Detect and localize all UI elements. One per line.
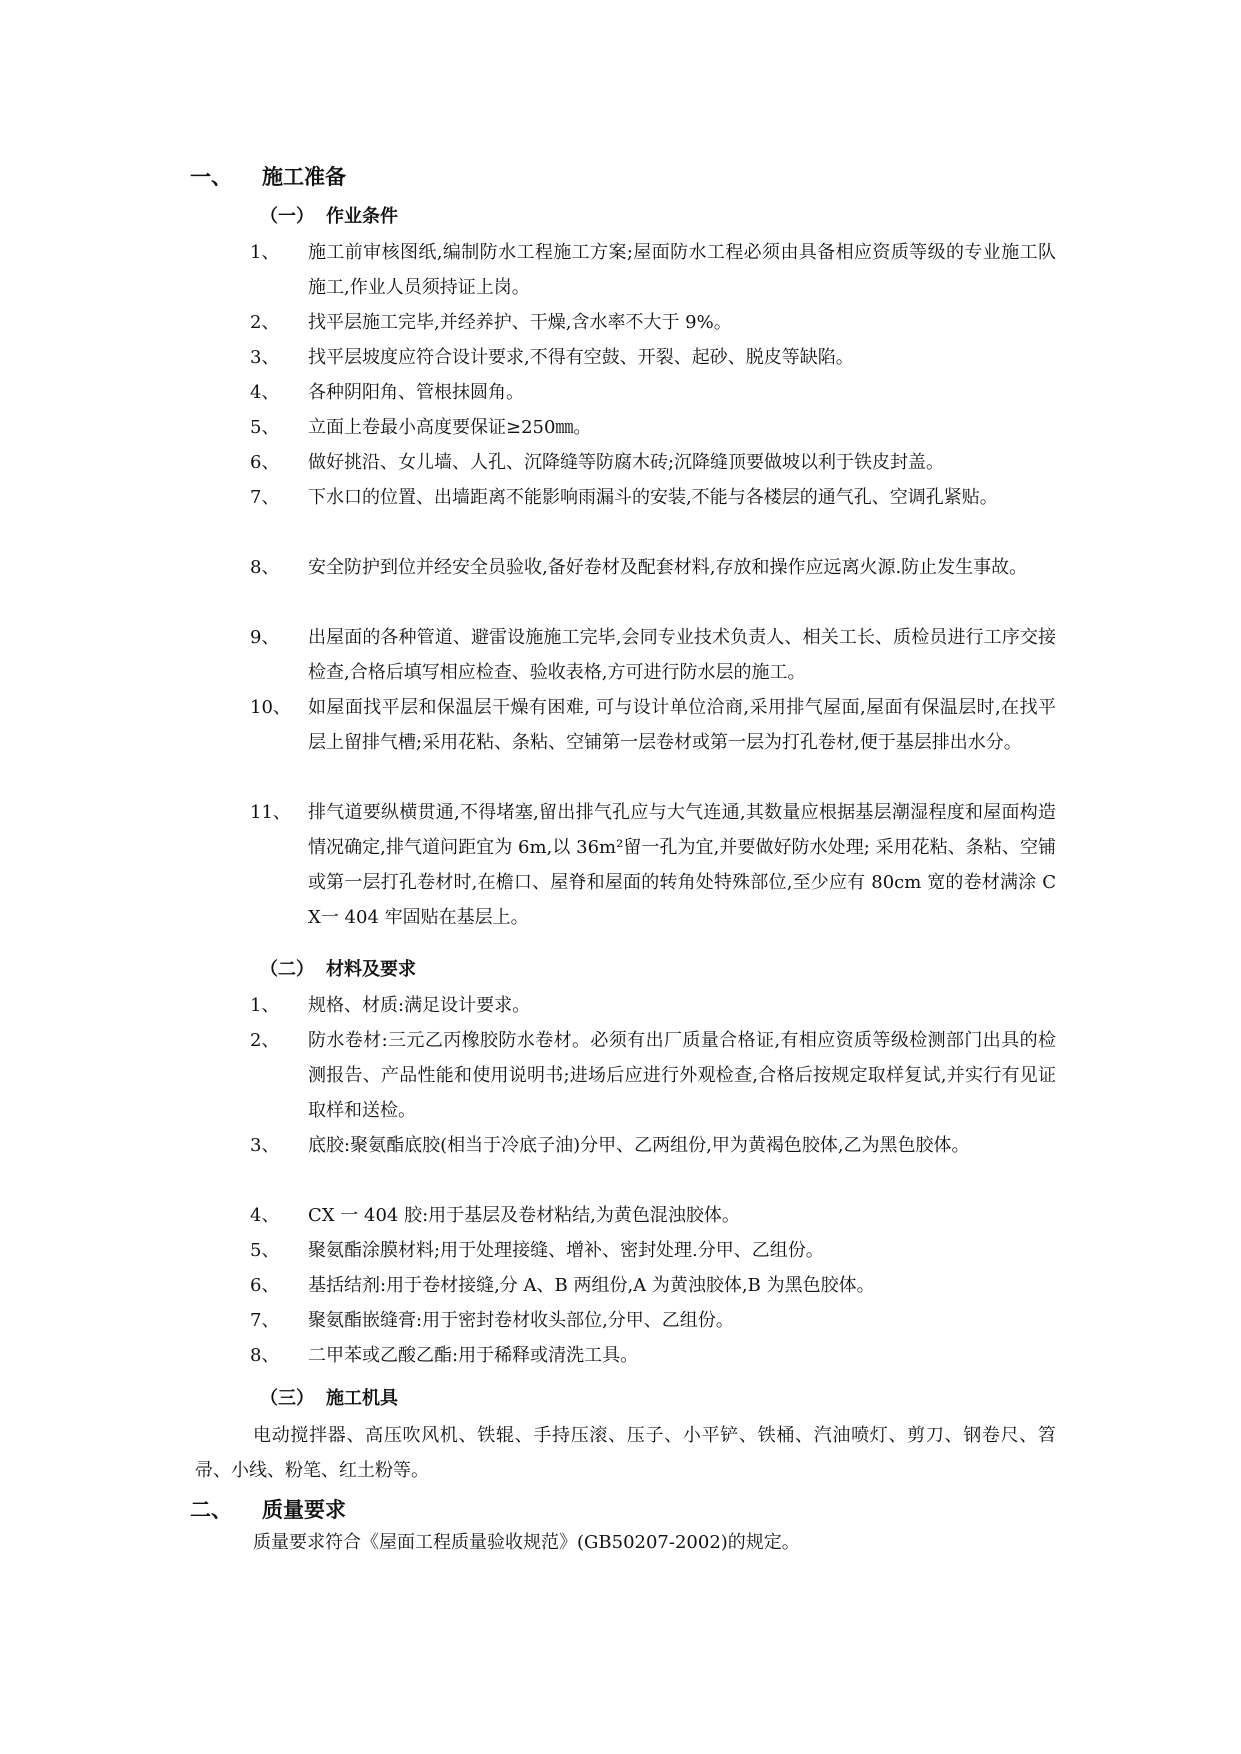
subsection-title: 作业条件 (326, 206, 398, 227)
item-text: 出屋面的各种管道、避雷设施施工完毕,会同专业技术负责人、相关工长、质检员进行工序交接检查,合格后填写相应检查、验收表格,方可进行防水层的施工。 (308, 627, 1056, 683)
item-number: 3、 (250, 347, 280, 368)
item-text: 基括结剂:用于卷材接缝,分 A、B 两组份,A 为黄浊胶体,B 为黑色胶体。 (308, 1275, 875, 1296)
item-text: 找平层施工完毕,并经养护、干燥,含水率不大于 9%。 (308, 312, 732, 333)
item-text: 立面上卷最小高度要保证≥250㎜。 (308, 417, 592, 438)
item-text: 各种阴阳角、管根抹圆角。 (308, 382, 524, 403)
subsection-title: 施工机具 (326, 1388, 398, 1409)
item-text: 下水口的位置、出墙距离不能影响雨漏斗的安装,不能与各楼层的通气孔、空调孔紧贴。 (308, 487, 998, 508)
item-number: 2、 (250, 312, 280, 333)
item-number: 7、 (250, 1310, 280, 1331)
item-number: 4、 (250, 1205, 280, 1226)
item-number: 11、 (250, 802, 291, 823)
item-number: 4、 (250, 382, 280, 403)
item-number: 5、 (250, 417, 280, 438)
item-text: CX 一 404 胶:用于基层及卷材粘结,为黄色混浊胶体。 (308, 1205, 740, 1226)
item-text: 防水卷材:三元乙丙橡胶防水卷材。必须有出厂质量合格证,有相应资质等级检测部门出具的检测报告、产品性能和使用说明书;进场后应进行外观检查,合格后按规定取样复试,并实行有见证取样和送检。 (308, 1030, 1056, 1121)
item-text: 规格、材质:满足设计要求。 (308, 995, 531, 1016)
tools-paragraph: 电动搅拌器、高压吹风机、铁辊、手持压滚、压子、小平铲、铁桶、汽油喷灯、剪刀、钢卷尺、笤帚、小线、粉笔、红土粉等。 (195, 1425, 1056, 1481)
section-number: 一、 (190, 165, 232, 189)
item-number: 7、 (250, 487, 280, 508)
item-text: 施工前审核图纸,编制防水工程施工方案;屋面防水工程必须由具备相应资质等级的专业施工队施工,作业人员须持证上岗。 (308, 242, 1056, 298)
item-text: 底胶:聚氨酯底胶(相当于冷底子油)分甲、乙两组份,甲为黄褐色胶体,乙为黑色胶体。 (308, 1135, 970, 1156)
item-number: 8、 (250, 557, 280, 578)
item-number: 6、 (250, 1275, 280, 1296)
item-number: 5、 (250, 1240, 280, 1261)
item-text: 做好挑沿、女儿墙、人孔、沉降缝等防腐木砖;沉降缝顶要做坡以利于铁皮封盖。 (308, 452, 945, 473)
item-number: 9、 (250, 627, 280, 648)
subsection-number: （一） (260, 206, 314, 227)
item-number: 2、 (250, 1030, 280, 1051)
subsection-number: （二） (260, 959, 314, 980)
item-text: 聚氨酯嵌缝膏:用于密封卷材收头部位,分甲、乙组份。 (308, 1310, 734, 1331)
item-number: 10、 (250, 697, 291, 718)
section-number: 二、 (190, 1498, 232, 1522)
section-title: 质量要求 (262, 1498, 346, 1522)
item-number: 6、 (250, 452, 280, 473)
item-text: 找平层坡度应符合设计要求,不得有空鼓、开裂、起砂、脱皮等缺陷。 (308, 347, 854, 368)
section-title: 施工准备 (262, 165, 346, 189)
subsection-number: （三） (260, 1388, 314, 1409)
item-text: 聚氨酯涂膜材料;用于处理接缝、增补、密封处理.分甲、乙组份。 (308, 1240, 824, 1261)
item-text: 安全防护到位并经安全员验收,备好卷材及配套材料,存放和操作应远离火源.防止发生事故。 (308, 557, 1028, 578)
quality-paragraph: 质量要求符合《屋面工程质量验收规范》(GB50207-2002)的规定。 (253, 1532, 800, 1553)
item-text: 排气道要纵横贯通,不得堵塞,留出排气孔应与大气连通,其数量应根据基层潮湿程度和屋面构造情况确定,排气道问距宜为 6m,以 36m²留一孔为宜,并要做好防水处理; 采用花粘、条粘、空铺或第一层打孔卷材时,在檐口、屋脊和屋面的转角处特殊部位,至少应有 80cm 宽的卷材满涂 CX一 404 牢固贴在基层上。 (308, 802, 1056, 928)
item-text: 如屋面找平层和保温层干燥有困难, 可与设计单位洽商,采用排气屋面,屋面有保温层时,在找平层上留排气槽;采用花粘、条粘、空铺第一层卷材或第一层为打孔卷材,便于基层排出水分。 (308, 697, 1056, 753)
item-number: 1、 (250, 995, 280, 1016)
item-number: 3、 (250, 1135, 280, 1156)
item-text: 二甲苯或乙酸乙酯:用于稀释或清洗工具。 (308, 1345, 639, 1366)
subsection-title: 材料及要求 (326, 959, 416, 980)
item-number: 1、 (250, 242, 280, 263)
item-number: 8、 (250, 1345, 280, 1366)
